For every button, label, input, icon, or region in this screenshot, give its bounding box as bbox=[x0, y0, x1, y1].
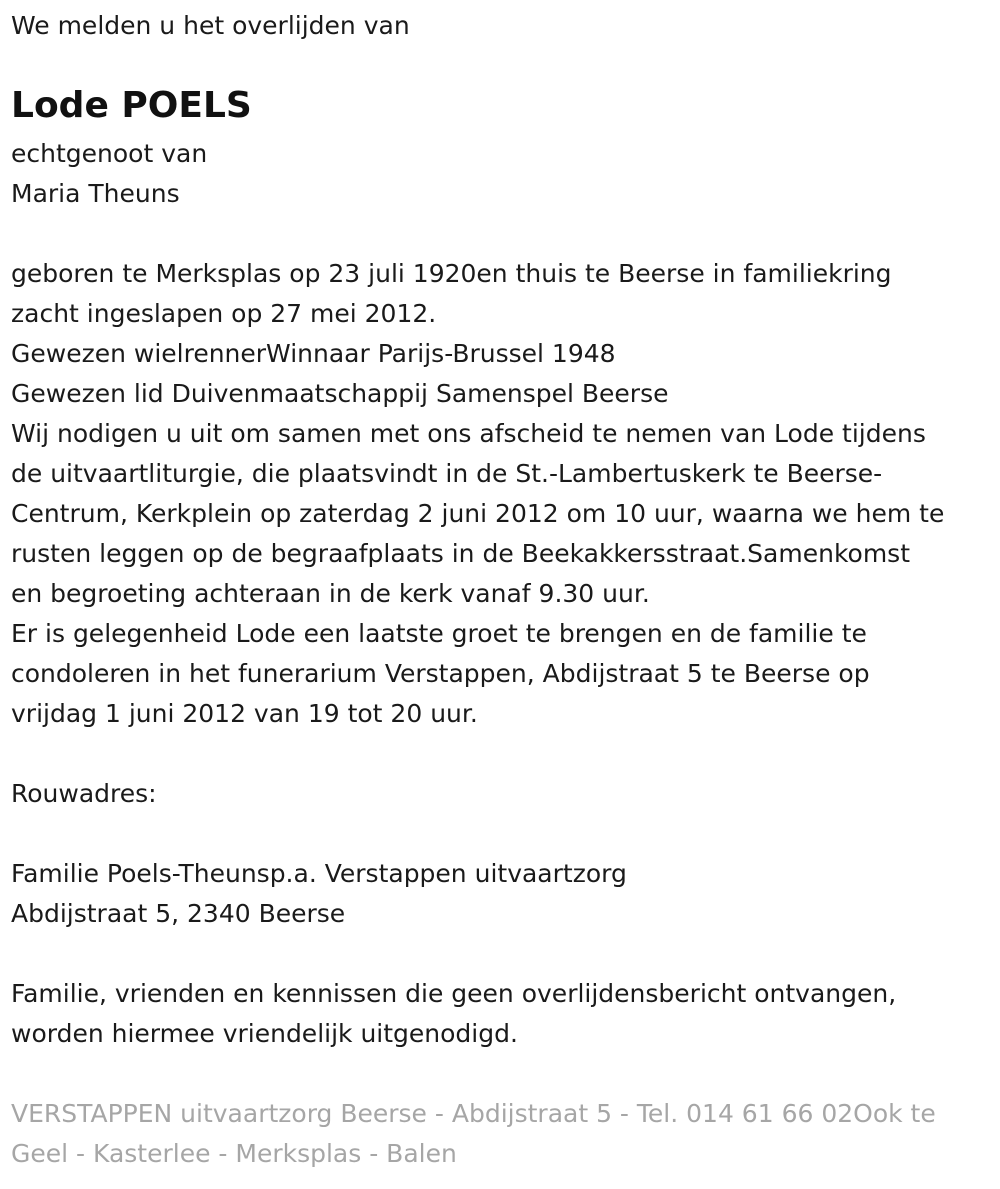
address-line: Familie Poels-Theunsp.a. Verstappen uitvaartzorg bbox=[11, 859, 627, 888]
body-line: vrijdag 1 juni 2012 van 19 tot 20 uur. bbox=[11, 699, 478, 728]
body-line: en begroeting achteraan in de kerk vanaf 9.30 uur. bbox=[11, 579, 650, 608]
address-section bbox=[11, 854, 627, 934]
body-line: geboren te Merksplas op 23 juli 1920en thuis te Beerse in familiekring bbox=[11, 259, 892, 288]
spouse-line: Maria Theuns bbox=[11, 179, 180, 208]
spouse-line: echtgenoot van bbox=[11, 139, 208, 168]
body-line: rusten leggen op de begraafplaats in de Beekakkersstraat.Samenkomst bbox=[11, 539, 911, 568]
invite-line: Familie, vrienden en kennissen die geen overlijdensbericht ontvangen, bbox=[11, 979, 897, 1008]
body-line: Er is gelegenheid Lode een laatste groet te brengen en de familie te bbox=[11, 619, 867, 648]
body-line: condoleren in het funerarium Verstappen, Abdijstraat 5 te Beerse op bbox=[11, 659, 870, 688]
body-line: Wij nodigen u uit om samen met ons afscheid te nemen van Lode tijdens bbox=[11, 419, 926, 448]
body-line: Centrum, Kerkplein op zaterdag 2 juni 2012 om 10 uur, waarna we hem te bbox=[11, 499, 945, 528]
intro-text: We melden u het overlijden van bbox=[11, 11, 410, 40]
rouwadres-label: Rouwadres: bbox=[11, 779, 157, 808]
invite-line: worden hiermee vriendelijk uitgenodigd. bbox=[11, 1019, 518, 1048]
address-line: Abdijstraat 5, 2340 Beerse bbox=[11, 899, 346, 928]
body-line: Gewezen lid Duivenmaatschappij Samenspel Beerse bbox=[11, 379, 669, 408]
spouse-section bbox=[11, 134, 207, 214]
body-line: Gewezen wielrennerWinnaar Parijs-Brussel 1948 bbox=[11, 339, 616, 368]
footer-line: VERSTAPPEN uitvaartzorg Beerse - Abdijstraat 5 - Tel. 014 61 66 02Ook te bbox=[11, 1099, 936, 1128]
funeral-home-footer bbox=[11, 1094, 936, 1174]
footer-line: Geel - Kasterlee - Merksplas - Balen bbox=[11, 1139, 457, 1168]
biography-section bbox=[11, 254, 944, 734]
body-line: zacht ingeslapen op 27 mei 2012. bbox=[11, 299, 437, 328]
deceased-name: Lode POELS bbox=[11, 85, 252, 126]
rouwadres-section bbox=[11, 774, 157, 814]
body-line: de uitvaartliturgie, die plaatsvindt in de St.-Lambertuskerk te Beerse- bbox=[11, 459, 883, 488]
invitation-section bbox=[11, 974, 896, 1054]
